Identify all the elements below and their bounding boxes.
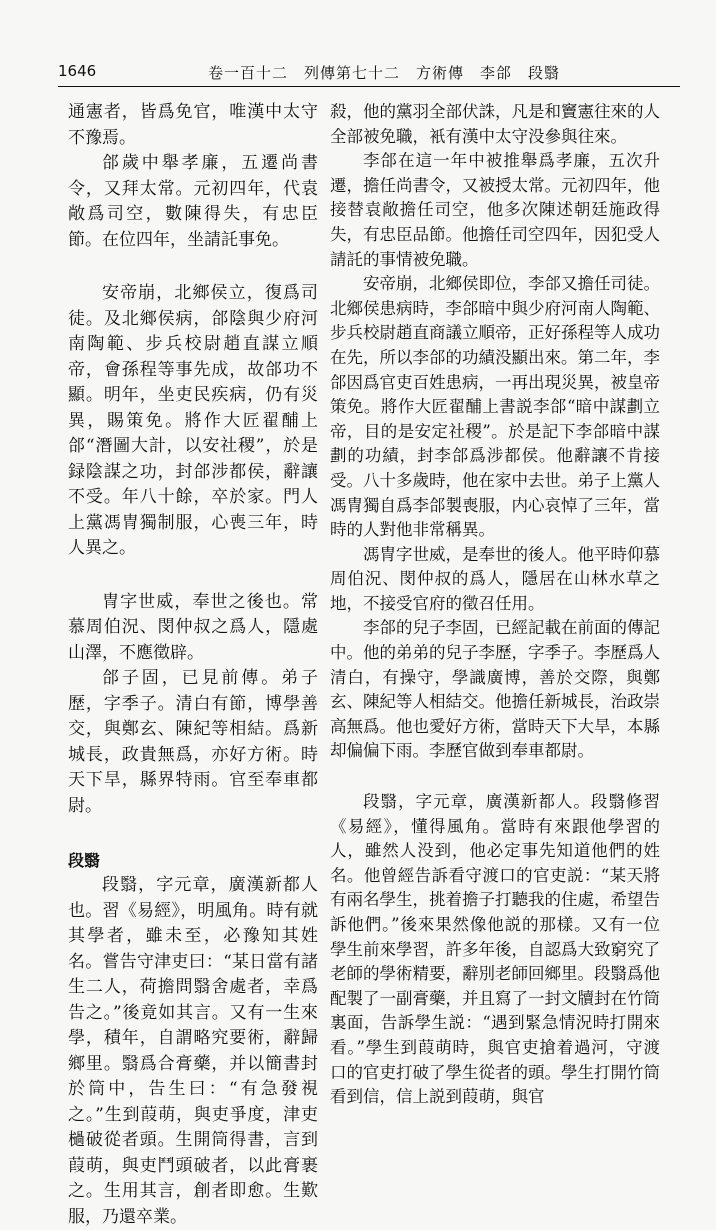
section-title: 段翳 — [68, 851, 101, 870]
paragraph-gap — [68, 819, 318, 849]
paragraph-gap — [68, 253, 318, 281]
classical-paragraph: 郃子固，已見前傳。弟子歷，字季子。清白有節，博學善交，與鄭玄、陳紀等相結。爲新城長，政貴無爲，亦好方術。時天下旱，縣界特雨。官至奉車都尉。 — [68, 668, 318, 816]
classical-text-column — [68, 100, 318, 1230]
paragraph-gap — [68, 562, 318, 590]
translation-paragraph: 馮冑字世威，是奉世的後人。他平時仰慕周伯況、閔仲叔的爲人，隱居在山林水草之地，不接受官府的徵召任用。 — [330, 544, 660, 613]
page-number: 1646 — [58, 62, 97, 80]
page-header — [58, 62, 678, 84]
translation-paragraph: 安帝崩，北鄉侯即位，李郃又擔任司徒。北鄉侯患病時，李郃暗中與少府河南人陶範、步兵校尉趙直商議立順帝，正好孫程等人成功在先，所以李郃的功績没顯出來。第二年，李郃因爲官吏百姓患病，一再出現災異，被皇帝策免。將作大匠翟酺上書説李郃“暗中謀劃立帝，目的是安定社稷”。於是記下李郃暗中謀劃的功績，封李郃爲涉都侯。他辭讓不肯接受。八十多歲時，他在家中去世。弟子上黨人馮冑獨自爲李郃製喪服，内心哀悼了三年，當時的人對他非常稱異。 — [330, 274, 660, 540]
classical-paragraph: 通憲者，皆爲免官，唯漢中太守不豫焉。 — [68, 102, 318, 148]
translation-paragraph: 殺，他的黨羽全部伏誅，凡是和竇憲往來的人全部被免職，衹有漢中太守没參與往來。 — [330, 102, 660, 146]
translation-column — [330, 100, 660, 1110]
classical-paragraph: 安帝崩，北鄉侯立，復爲司徒。及北鄉侯病，郃陰與少府河南陶範、步兵校尉趙直謀立順帝，會孫程等事先成，故郃功不顯。明年，坐吏民疾病，仍有災異，賜策免。將作大匠翟酺上郃“潛圖大計，以安社稷”，於是録陰謀之功，封郃涉都侯，辭讓不受。年八十餘，卒於家。門人上黨馮冑獨制服，心喪三年，時人異之。 — [68, 283, 318, 558]
translation-paragraph: 李郃的兒子李固，已經記載在前面的傳記中。他的弟弟的兒子李歷，字季子。李歷爲人清白，有操守，學識廣博，善於交際，與鄭玄、陳紀等人相結交。他擔任新城長，治政崇高無爲。他也愛好方術，當時天下大旱，本縣却偏偏下雨。李歷官做到奉車都尉。 — [330, 618, 660, 761]
classical-paragraph: 段翳，字元章，廣漢新都人也。習《易經》，明風角。時有就其學者，雖未至，必豫知其姓名。嘗告守津吏曰：“某日當有諸生二人，荷擔問翳舍處者，幸爲告之。”後竟如其言。又有一生來學，積年，自謂略究要術，辭歸鄉里。翳爲合膏藥，并以簡書封於筒中，告生曰：“有急發視之。”生到葭萌，與吏爭度，津吏檛破從者頭。生開筒得書，言到葭萌，與吏鬥頭破者，以此膏裹之。生用其言，創者即愈。生歎服，乃還卒業。 — [68, 875, 318, 1227]
header-rule — [58, 86, 680, 87]
classical-paragraph: 冑字世威，奉世之後也。常慕周伯況、閔仲叔之爲人，隱處山澤，不應徵辟。 — [68, 591, 318, 663]
classical-paragraph: 郃歲中舉孝廉，五遷尚書令，又拜太常。元初四年，代袁敞爲司空，數陳得失，有忠臣節。在位四年，坐請託事免。 — [68, 153, 318, 250]
running-title: 卷一百十二 列傳第七十二 方術傳 李郃 段翳 — [208, 64, 561, 82]
paragraph-gap — [330, 764, 660, 790]
translation-paragraph: 李郃在這一年中被推舉爲孝廉，五次升遷，擔任尚書令，又被授太常。元初四年，他接替袁敞擔任司空，他多次陳述朝廷施政得失，有忠臣品節。他擔任司空四年，因犯受人請託的事情被免職。 — [330, 151, 660, 269]
translation-paragraph: 段翳，字元章，廣漢新都人。段翳修習《易經》，懂得風角。當時有來跟他學習的人，雖然人没到，他必定事先知道他們的姓名。他曾經告訴看守渡口的官吏説：“某天將有兩名學生，挑着擔子打聽我的住處，希望告訴他們。”後來果然像他説的那樣。又有一位學生前來學習，許多年後，自認爲大致窮究了老師的學術精要，辭別老師回鄉里。段翳爲他配製了一副膏藥，并且寫了一封文牘封在竹筒裏面，告訴學生説：“遇到緊急情況時打開來看。”學生到葭萌時，與官吏搶着過河，守渡口的官吏打破了學生從者的頭。學生打開竹筒看到信，信上説到葭萌，與官 — [330, 792, 660, 1107]
